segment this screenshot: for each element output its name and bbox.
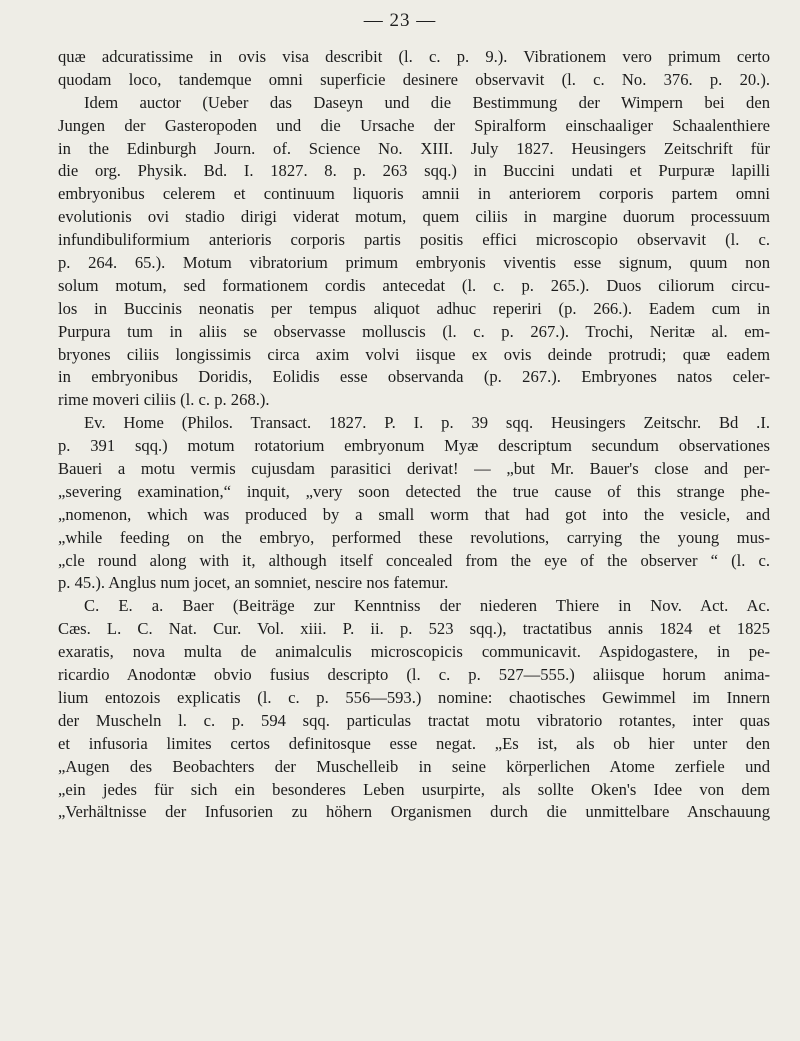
text-line: et infusoria limites certos definitosque esse negat. „Es ist, als ob hier unter den (58, 733, 770, 753)
text-line: „severing examination,“ inquit, „very soon detected the true cause of this strange phe- (58, 481, 770, 501)
text-line: embryonibus celerem et continuum liquoris amnii in anteriorem corporis partem omni (58, 184, 770, 204)
body-text (58, 46, 770, 824)
text-line: los in Buccinis neonatis per tempus aliquot adhuc reperiri (p. 266.). Eadem cum in (58, 298, 770, 318)
text-line: „ein jedes für sich ein besonderes Leben usurpirte, als sollte Oken's Idee von dem (58, 779, 770, 799)
text-line: rime moveri ciliis (l. c. p. 268.). (58, 390, 270, 410)
text-line: p. 264. 65.). Motum vibratorium primum embryonis viventis esse signum, quum non (58, 253, 770, 273)
text-line: „Verhältnisse der Infusorien zu höhern Organismen durch die unmittelbare Anschauung (58, 802, 770, 822)
text-line: p. 45.). Anglus num jocet, an somniet, nescire nos fatemur. (58, 573, 449, 593)
text-line: Purpura tum in aliis se observasse molluscis (l. c. p. 267.). Trochi, Neritæ al. em- (58, 321, 770, 341)
text-line: „Augen des Beobachters der Muschelleib in seine körperlichen Atome zerfiele und (58, 756, 770, 776)
text-line: Idem auctor (Ueber das Daseyn und die Bestimmung der Wimpern bei den (84, 92, 770, 112)
text-line: Cæs. L. C. Nat. Cur. Vol. xiii. P. ii. p. 523 sqq.), tractatibus annis 1824 et 1825 (58, 619, 770, 639)
text-line: in embryonibus Doridis, Eolidis esse observanda (p. 267.). Embryones natos celer- (58, 367, 770, 387)
text-line: ricardio Anodontæ obvio fusius descripto (l. c. p. 527—555.) aliisque horum anima- (58, 665, 770, 685)
text-line: Jungen der Gasteropoden und die Ursache der Spiralform einschaaliger Schaalenthiere (58, 115, 770, 135)
text-line: exaratis, nova multa de animalculis microscopicis communicavit. Aspidogastere, in pe- (58, 642, 770, 662)
text-line: Ev. Home (Philos. Transact. 1827. P. I. p. 39 sqq. Heusingers Zeitschr. Bd .I. (84, 413, 770, 433)
text-line: C. E. a. Baer (Beiträge zur Kenntniss der niederen Thiere in Nov. Act. Ac. (84, 596, 770, 616)
text-line: solum motum, sed formationem cordis antecedat (l. c. p. 265.). Duos ciliorum circu- (58, 275, 770, 295)
text-line: Baueri a motu vermis cujusdam parasitici derivat! — „but Mr. Bauer's close and per- (58, 459, 770, 479)
text-line: infundibuliformium anterioris corporis partis positis effici microscopio observavit (l. c. (58, 230, 770, 250)
text-line: „nomenon, which was produced by a small worm that had got into the vesicle, and (58, 504, 770, 524)
text-line: quæ adcuratissime in ovis visa describit (l. c. p. 9.). Vibrationem vero primum certo (58, 47, 770, 66)
text-line: „while feeding on the embryo, performed these revolutions, carrying the young mus- (58, 527, 770, 547)
page-number: — 23 — (363, 10, 437, 31)
text-line: „cle round along with it, although itself concealed from the eye of the observer “ (l. c. (58, 550, 770, 570)
text-line: bryones ciliis longissimis circa axim volvi iisque ex ovis deinde protrudi; quæ eadem (58, 344, 770, 364)
text-line: p. 391 sqq.) motum rotatorium embryonum Myæ descriptum secundum observationes (58, 436, 770, 456)
text-line: lium entozois explicatis (l. c. p. 556—593.) nomine: chaotisches Gewimmel im Innern (58, 687, 770, 707)
text-line: die org. Physik. Bd. I. 1827. 8. p. 263 sqq.) in Buccini undati et Purpuræ lapilli (58, 161, 770, 181)
text-line: in the Edinburgh Journ. of. Science No. XIII. July 1827. Heusingers Zeitschrift für (58, 138, 770, 158)
text-line: evolutionis ovi stadio dirigi viderat motum, quem ciliis in margine duorum processuum (58, 207, 770, 227)
text-line: der Muscheln l. c. p. 594 sqq. particulas tractat motu vibratorio rotantes, inter quas (58, 710, 770, 730)
text-line: quodam loco, tandemque omni superficie desinere observavit (l. c. No. 376. p. 20.). (58, 69, 770, 89)
